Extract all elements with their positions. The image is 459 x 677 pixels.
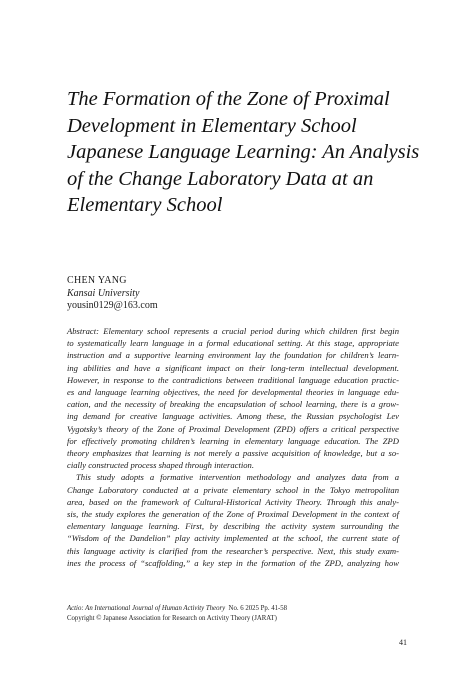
abstract-line: ing demand for creative language activities. Among these, the Russian psychologist Lev [67,411,399,422]
abstract-line: However, in response to the contradictions between traditional language education practic- [67,374,399,385]
abstract-line: area, based on the framework of Cultural-Historical Activity Theory. Through this analy- [67,496,399,507]
abstract-line: ing abilities and have a significant impact on their long-term intellectual development. [67,362,399,373]
title-line: Development in Elementary School [67,114,357,137]
title-line: of the Change Laboratory Data at an [67,167,374,190]
volume-info: No. 6 2025 Pp. 41-58 [228,605,288,612]
abstract-line: “Wisdom of the Dandelion” play activity implemented at the school, the current state of [67,533,399,544]
abstract-line: to systematically learn language in a formal educational setting. At this stage, appropriate [67,338,399,349]
journal-citation [67,604,407,614]
abstract-text: Elementary school represents a crucial period during which children first begin [98,326,399,336]
abstract-line: for effectively promoting children’s learning in elementary language education. The ZPD [67,435,399,446]
journal-name: Actio: An International Journal of Human Activity Theory [67,605,226,612]
abstract-line: cially constructed process shaped through interaction. [67,460,254,471]
title-line: The Formation of the Zone of Proximal [67,88,390,110]
abstract-line: es and language learning objectives, the need for developmental theories in language edu- [67,387,399,398]
journal-footer [67,604,407,624]
abstract-line: cation, and the necessity of breaking the encapsulation of school learning, there is a grow- [67,399,399,410]
abstract-line: theory emphasizes that learning is not merely a passive acquisition of knowledge, but a so- [67,448,399,459]
author-affiliation: Kansai University [67,287,140,299]
author-block [67,275,158,313]
paper-title [67,86,420,219]
title-line: Japanese Language Learning: An Analysis [67,141,420,163]
abstract-line: This study adopts a formative intervention methodology and analyzes data from a [76,472,399,483]
page-number: 41 [399,638,407,647]
author-name: CHEN YANG [67,275,127,286]
abstract-line: Vygotsky’s theory of the Zone of Proximal Development (ZPD) offers a critical perspective [67,423,399,434]
abstract-line: this language activity is clarified from the researcher’s perspective. Next, this study exam- [67,545,399,556]
abstract-line: instruction and a supportive learning environment lay the foundation for children’s learn- [67,350,399,361]
abstract-line: elementary language learning. First, by describing the activity system surrounding the [67,521,399,532]
abstract-label: Abstract: [67,326,99,336]
abstract-line [67,325,399,337]
abstract-line: ines the process of “scaffolding,” a key step in the formation of the ZPD, analyzing how [67,557,399,568]
title-line: Elementary School [67,194,223,216]
abstract [67,325,399,569]
abstract-line: sis, the study explores the generation of the Zone of Proximal Development in the context of [67,509,399,520]
copyright-line: Copyright © Japanese Association for Research on Activity Theory (JARAT) [67,615,277,622]
abstract-line: Change Laboratory conducted at a private elementary school in the Tokyo metropolitan [67,484,399,495]
author-email[interactable]: yousin0129@163.com [67,300,158,311]
